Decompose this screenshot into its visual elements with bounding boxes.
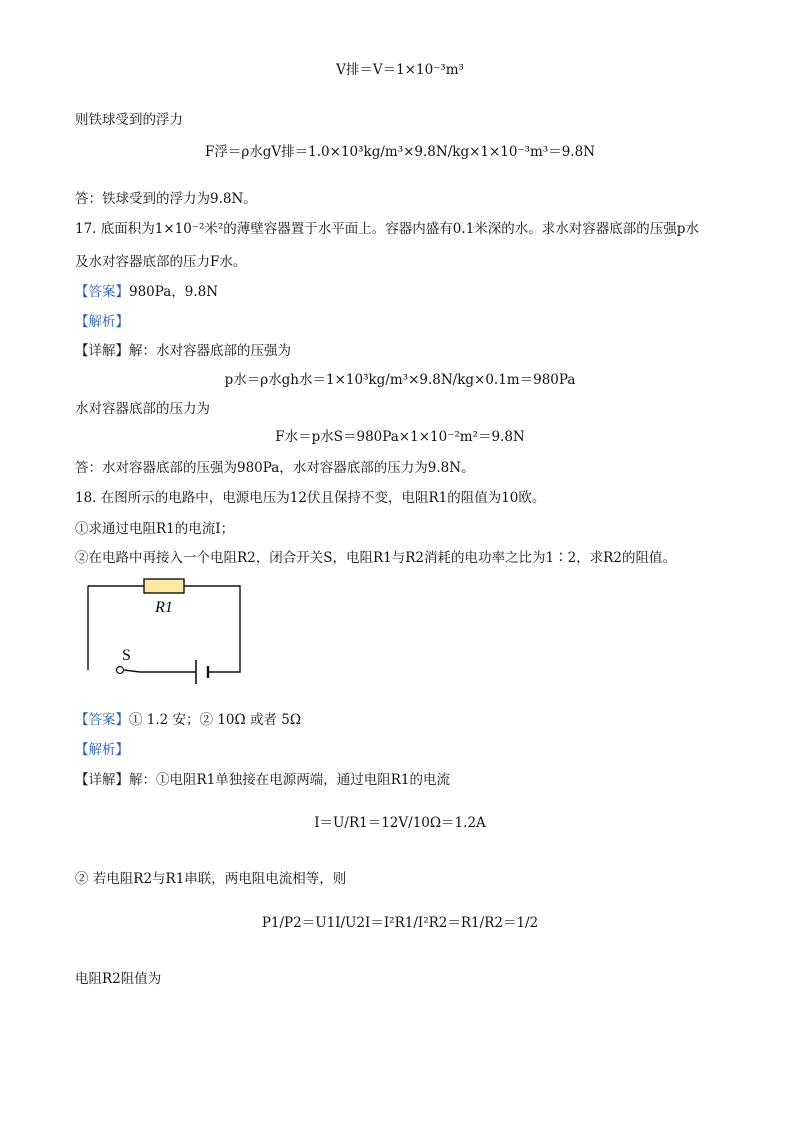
equation-force-text: F水＝p水S＝980Pa×1×10⁻²m²＝9.8N xyxy=(275,429,525,445)
equation-power-ratio-text: P1/P2＝U1I/U2I＝I²R1/I²R2＝R1/R2＝1/2 xyxy=(261,915,539,931)
equation-pressure-text: p水＝ρ水gh水＝1×10³kg/m³×9.8N/kg×0.1m＝980Pa xyxy=(224,372,576,388)
equation-power-ratio xyxy=(0,905,800,943)
answer-17 xyxy=(75,286,218,300)
equation-current-text: I＝U/R1＝12V/10Ω＝1.2A xyxy=(314,815,486,831)
question-18-part2: ②在电路中再接入一个电阻R2，闭合开关S，电阻R1与R2消耗的电功率之比为1∶2，求R2的阻值。 xyxy=(75,550,676,566)
answer-17-conclusion: 答：水对容器底部的压强为980Pa，水对容器底部的压力为9.8N。 xyxy=(75,460,475,476)
question-17-line2: 及水对容器底部的压力F水。 xyxy=(75,254,247,270)
question-18-line1 xyxy=(75,492,545,506)
text-buoyancy-intro: 则铁球受到的浮力 xyxy=(75,112,183,128)
analysis-tag-18: 【解析】 xyxy=(75,742,129,758)
detail-18-text: 解：①电阻R1单独接在电源两端，通过电阻R1的电流 xyxy=(129,772,451,788)
analysis-tag-17: 【解析】 xyxy=(75,314,129,330)
text-series-intro: ② 若电阻R2与R1串联，两电阻电流相等，则 xyxy=(75,871,347,887)
answer-17-text: 980Pa，9.8N xyxy=(129,284,219,300)
answer-16-conclusion: 答：铁球受到的浮力为9.8N。 xyxy=(75,191,257,207)
question-18-part1: ①求通过电阻R1的电流I； xyxy=(75,521,235,537)
equation-buoyancy xyxy=(0,146,800,160)
resistor-r1-symbol xyxy=(144,579,184,593)
switch-blade xyxy=(124,670,140,672)
equation-force xyxy=(0,431,800,445)
text-force-intro: 水对容器底部的压力为 xyxy=(75,401,210,417)
detail-tag: 【详解】 xyxy=(75,343,129,359)
switch-contact xyxy=(117,667,124,674)
equation-buoyancy-text: F浮＝ρ水gV排＝1.0×10³kg/m³×9.8N/kg×1×10⁻³m³＝9.8N xyxy=(204,144,596,160)
resistor-label: R1 xyxy=(155,599,173,616)
text-r2-value: 电阻R2阻值为 xyxy=(75,971,162,987)
equation-current xyxy=(0,805,800,843)
equation-pressure xyxy=(0,374,800,388)
question-17-number: 17. xyxy=(75,221,97,237)
equation-volume xyxy=(0,64,800,78)
detail-tag: 【详解】 xyxy=(75,772,129,788)
question-18-number: 18. xyxy=(75,490,97,506)
switch-label: S xyxy=(122,647,131,664)
question-18-text: 在图所示的电路中，电源电压为12伏且保持不变，电阻R1的阻值为10欧。 xyxy=(100,490,546,506)
equation-volume-text: V排＝V＝1×10⁻³m³ xyxy=(336,62,464,78)
circuit-wire-right xyxy=(184,586,240,672)
detail-18 xyxy=(75,774,450,788)
answer-18 xyxy=(75,714,301,728)
answer-tag: 【答案】 xyxy=(75,284,129,300)
detail-17-text: 解：水对容器底部的压强为 xyxy=(129,343,291,359)
question-17-text: 底面积为1×10⁻²米²的薄壁容器置于水平面上。容器内盛有0.1米深的水。求水对容器底部的压强p水 xyxy=(100,221,699,237)
answer-18-text: ① 1.2 安；② 10Ω 或者 5Ω xyxy=(129,712,302,728)
detail-17 xyxy=(75,345,291,359)
answer-tag: 【答案】 xyxy=(75,712,129,728)
circuit-diagram xyxy=(80,574,250,694)
question-17-line1 xyxy=(75,223,699,237)
